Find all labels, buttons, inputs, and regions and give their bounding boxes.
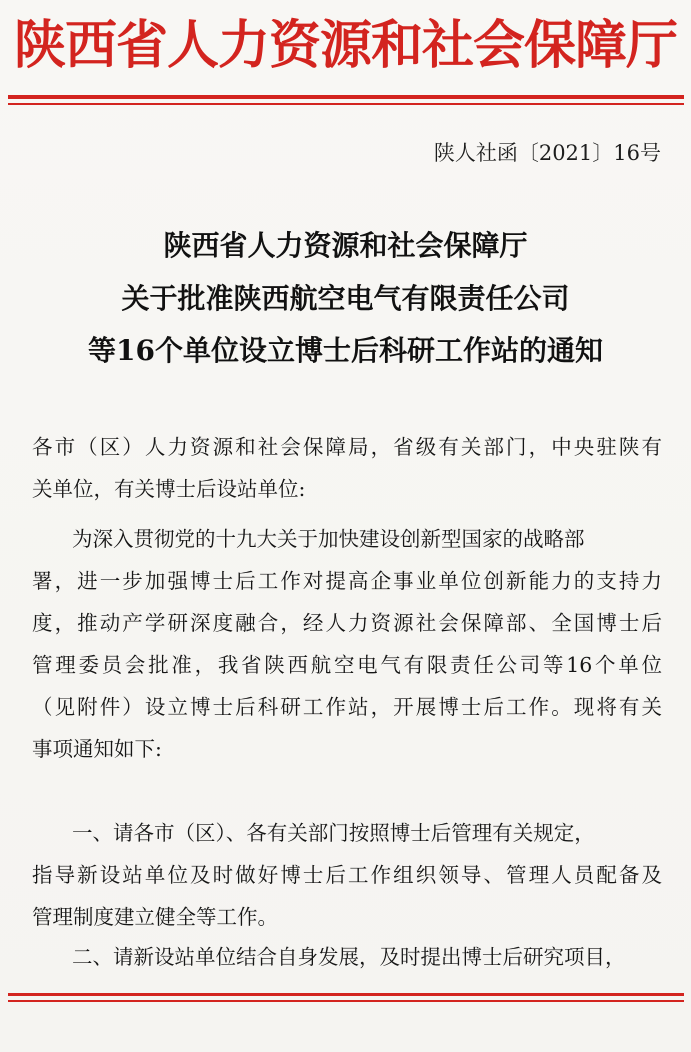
letterhead-org-name: 陕西省人力资源和社会保障厅 — [13, 16, 677, 76]
paragraph-line: 为深入贯彻党的十九大关于加快建设创新型国家的战略部 — [72, 527, 585, 551]
addressee-line-1: 各市（区）人力资源和社会保障局，省级有关部门，中央驻陕有 — [32, 435, 662, 459]
paragraph-line: 指导新设站单位及时做好博士后工作组织领导、管理人员配备及 — [32, 863, 662, 887]
letterhead-red-rule-thin — [8, 103, 684, 105]
paragraph-line: 二、请新设站单位结合自身发展，及时提出博士后研究项目， — [72, 945, 626, 969]
paragraph-line: 管理委员会批准，我省陕西航空电气有限责任公司等16个单位 — [32, 653, 662, 677]
document-title-line-2: 关于批准陕西航空电气有限责任公司 — [121, 282, 570, 315]
paragraph-line: 一、请各市（区）、各有关部门按照博士后管理有关规定， — [72, 821, 595, 845]
paragraph-line: 事项通知如下: — [32, 737, 162, 761]
paragraph-line: 管理制度建立健全等工作。 — [32, 905, 278, 929]
paragraph-item-one — [32, 812, 662, 938]
letterhead-red-rule-thick — [8, 95, 684, 99]
paragraph-line: （见附件）设立博士后科研工作站，开展博士后工作。现将有关 — [32, 695, 662, 719]
paragraph-intro — [32, 518, 662, 770]
document-title-line-1: 陕西省人力资源和社会保障厅 — [163, 229, 528, 262]
paragraph-line: 署，进一步加强博士后工作对提高企事业单位创新能力的支持力 — [32, 569, 662, 593]
addressee-line-2: 关单位，有关博士后设站单位: — [32, 477, 306, 501]
footer-red-rule-thick — [8, 993, 684, 996]
document-title-line-3: 等16个单位设立博士后科研工作站的通知 — [88, 334, 603, 367]
paragraph-line: 度，推动产学研深度融合，经人力资源社会保障部、全国博士后 — [32, 611, 662, 635]
paragraph-item-two — [32, 936, 662, 978]
footer-red-rule-thin — [8, 1000, 684, 1002]
addressee-block — [32, 426, 662, 510]
document-number: 陕人社函〔2021〕16号 — [433, 141, 661, 165]
